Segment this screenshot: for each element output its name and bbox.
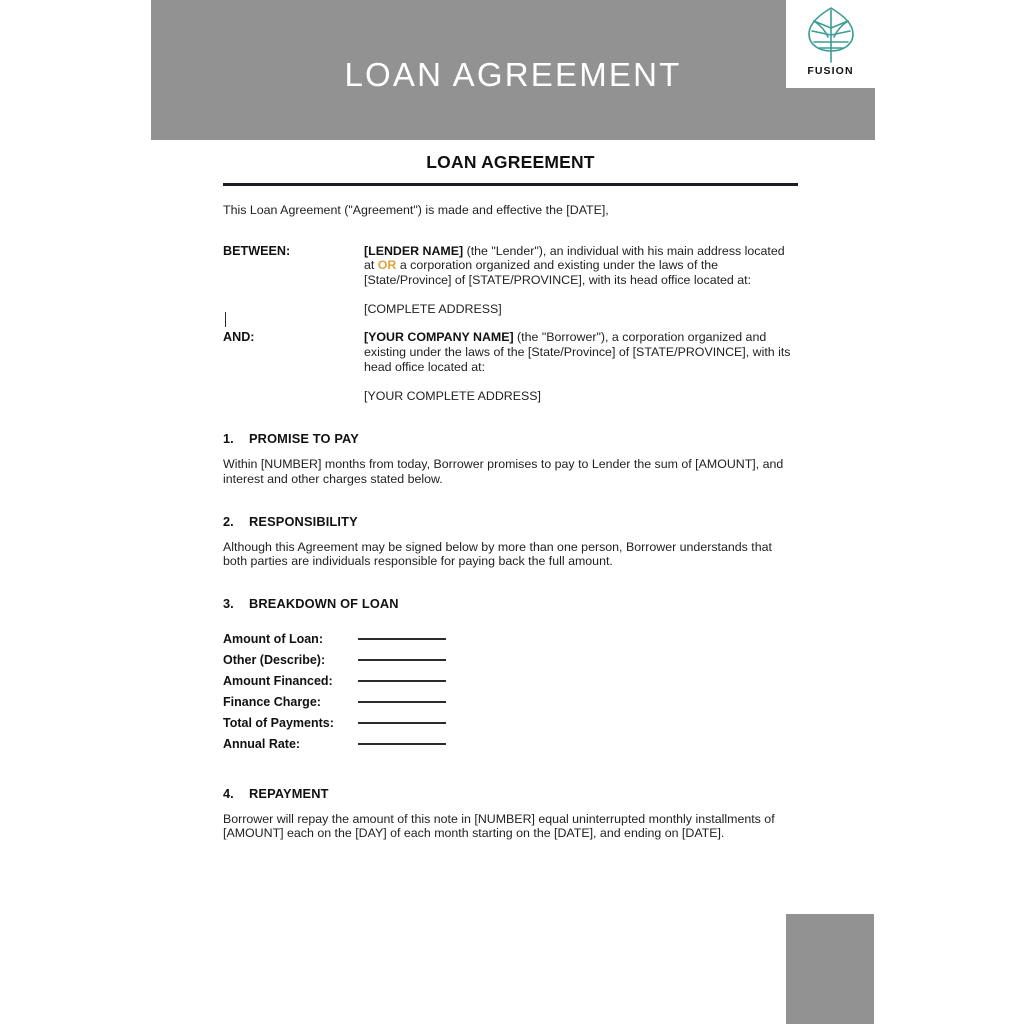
page-title: LOAN AGREEMENT	[426, 152, 595, 172]
section-1-heading	[223, 431, 798, 446]
section-promise-to-pay	[223, 431, 798, 486]
section-repayment	[223, 786, 798, 841]
breakdown-field-other-describe[interactable]	[358, 659, 446, 661]
section-2-heading	[223, 514, 798, 529]
party-and-body	[364, 330, 798, 403]
section-breakdown-of-loan	[223, 596, 798, 755]
table-row	[223, 713, 798, 734]
banner-title: LOAN AGREEMENT	[344, 56, 682, 93]
section-1-body: Within [NUMBER] months from today, Borrower promises to pay to Lender the sum of [AMOUNT], and interest and other charges stated below.	[223, 457, 784, 486]
breakdown-label-amount-financed: Amount Financed:	[223, 673, 333, 688]
between-text-a: (the "Lender"), an individual with his main address located at	[364, 243, 785, 273]
section-2-body: Although this Agreement may be signed below by more than one person, Borrower understands that both parties are individuals responsible for paying back the full amount.	[223, 539, 772, 569]
borrower-name-placeholder: [YOUR COMPANY NAME]	[364, 330, 514, 345]
breakdown-label-amount-of-loan: Amount of Loan:	[223, 631, 323, 646]
borrower-address-placeholder: [YOUR COMPLETE ADDRESS]	[364, 388, 541, 403]
table-row	[223, 734, 798, 755]
lender-address-placeholder: [COMPLETE ADDRESS]	[364, 301, 502, 316]
logo-wordmark: FUSION	[807, 65, 854, 77]
breakdown-field-finance-charge[interactable]	[358, 701, 446, 703]
between-text-b: a corporation organized and existing under the laws of the [State/Province] of [STATE/PROVINCE], with its head office located at:	[364, 258, 752, 287]
breakdown-field-annual-rate[interactable]	[358, 743, 446, 745]
party-and-label: AND:	[223, 330, 255, 345]
breakdown-label-other-describe: Other (Describe):	[223, 652, 326, 667]
breakdown-label-annual-rate: Annual Rate:	[223, 736, 301, 751]
party-between-label: BETWEEN:	[223, 243, 291, 258]
party-and	[223, 330, 798, 403]
or-keyword: OR	[377, 258, 397, 273]
title-divider	[223, 183, 798, 186]
brand-logo	[786, 0, 875, 88]
section-4-number: 4.	[223, 785, 234, 801]
breakdown-label-total-of-payments: Total of Payments:	[223, 715, 334, 730]
section-4-title: REPAYMENT	[249, 785, 329, 801]
table-row	[223, 692, 798, 713]
section-1-number: 1.	[223, 431, 234, 447]
text-cursor-caret	[225, 312, 226, 327]
section-3-number: 3.	[223, 595, 234, 611]
breakdown-field-amount-of-loan[interactable]	[358, 638, 446, 640]
header-banner	[151, 0, 875, 140]
table-row	[223, 671, 798, 692]
breakdown-label-finance-charge: Finance Charge:	[223, 694, 321, 709]
intro-paragraph: This Loan Agreement ("Agreement") is made and effective the [DATE],	[223, 203, 609, 217]
section-2-title: RESPONSIBILITY	[249, 513, 358, 529]
section-responsibility	[223, 514, 798, 569]
section-3-heading	[223, 596, 798, 611]
section-1-title: PROMISE TO PAY	[249, 431, 359, 447]
section-3-title: BREAKDOWN OF LOAN	[249, 595, 399, 611]
section-4-heading	[223, 786, 798, 801]
party-between	[223, 244, 798, 317]
footer-accent-block	[786, 914, 874, 1024]
breakdown-field-amount-financed[interactable]	[358, 680, 446, 682]
table-row	[223, 629, 798, 650]
leaf-icon	[800, 4, 862, 64]
and-text: (the "Borrower"), a corporation organized and existing under the laws of the [State/Province] of [STATE/PROVINCE], with its head office located at:	[364, 330, 791, 374]
document-body	[223, 152, 798, 841]
breakdown-table	[223, 629, 798, 755]
section-2-number: 2.	[223, 513, 234, 529]
lender-name-placeholder: [LENDER NAME]	[364, 243, 464, 258]
party-between-body	[364, 244, 798, 317]
section-4-body: Borrower will repay the amount of this note in [NUMBER] equal uninterrupted monthly installments of [AMOUNT] each on the [DAY] of each month starting on the [DATE], and ending on [DATE].	[223, 811, 775, 841]
breakdown-field-total-of-payments[interactable]	[358, 722, 446, 724]
table-row	[223, 650, 798, 671]
